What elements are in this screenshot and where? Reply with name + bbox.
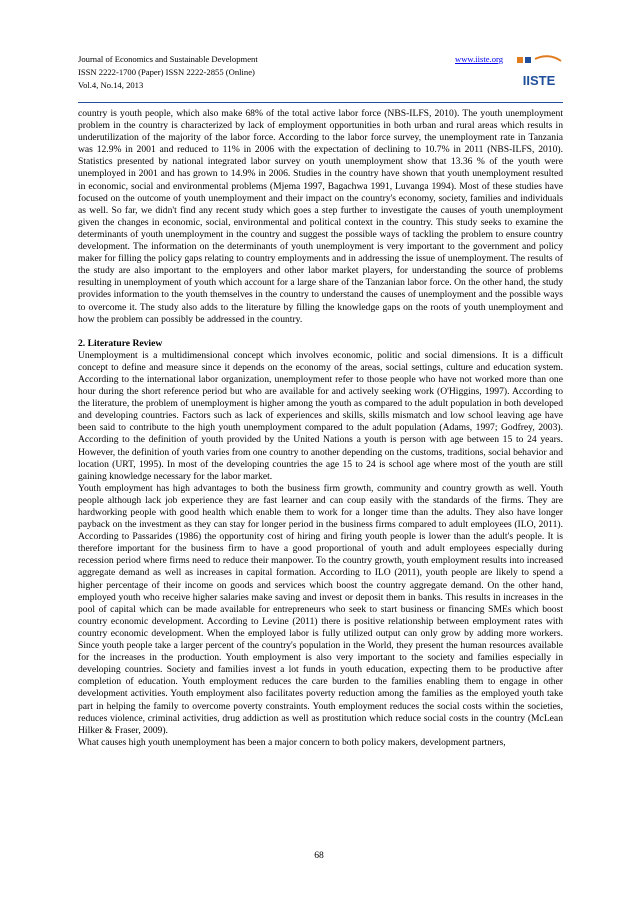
journal-title: Journal of Economics and Sustainable Development <box>78 54 258 64</box>
intro-paragraph: country is youth people, which also make 68% of the total active labor force (NBS-ILFS, 2010). The youth unemployment problem in the country is characterized by lack of employment opportunities in both urban and rural areas which results in underutilization of the majority of the labor force. According to the labor force survey, the unemployment rate in Tanzania was 12.9% in 2001 and reduced to 11% in 2006 with the expectation of declining to 10.7% in 2011 (NBS-ILFS, 2010). Statistics presented by national integrated labor survey on youth unemployment show that 13.36 % of the youth were unemployed in 2001 and has grown to 14.9% in 2006. Studies in the country have shown that youth unemployment resulted in economic, social and environmental problems (Mjema 1997, Bagachwa 1991, Luvanga 1994). Most of these studies have focused on the outcome of youth unemployment and their impact on the country's economy, society, families and individuals as well. So far, we didn't find any recent study which goes a step further to investigate the causes of youth unemployment given the changes in economic, social, environmental and political context in the country. This study seeks to examine the determinants of youth unemployment in the country and suggest the possible ways of tackling the problem to ensure country development. The information on the determinants of youth unemployment is very important to the government and policy maker for filling the policy gaps relating to country employments and in addressing the issue of unemployment. The results of the study are also important to the employers and other labor market players, for understanding the source of problems resulting in unemployment of youth which account for a large share of the Tanzanian labor force. On the other hand, the study provides information to the youth themselves in the country to understand the causes of unemployment and the possible ways to overcome it. The study also adds to the literature by filling the knowledge gaps on the roots of youth unemployment and how the problem can possibly be addressed in the country. <box>78 108 563 325</box>
iiste-logo-icon <box>515 55 563 93</box>
header-rule <box>78 102 563 103</box>
logo-text: IISTE <box>522 73 556 88</box>
literature-paragraph-3: What causes high youth unemployment has been a major concern to both policy makers, development partners, <box>78 736 506 748</box>
page-number: 68 <box>314 850 324 861</box>
journal-url-link[interactable]: www.iiste.org <box>455 54 503 64</box>
section-heading: 2. Literature Review <box>78 337 163 349</box>
literature-paragraph-2: Youth employment has high advantages to both the business firm growth, community and country growth as well. Youth people although lack job experience they are fast learner and can coup easily with the standards of the firms. They are hardworking people with good health which enable them to work for a longer time than the adults. They also have longer payback on the investment as they can stay for longer period in the business firms compared to adult employees (ILO, 2011). According to Passarides (1986) the opportunity cost of hiring and firing youth people is lower than the adult's people. It is therefore important for the business firm to have a good proportional of youth and adult employees especially during recession period where firms need to reduce their manpower. To the country growth, youth employment results into increased aggregate demand as well as increases in capital formation. According to ILO (2011), youth people are likely to spend a higher percentage of their income on goods and services which boost the country aggregate demand. On the other hand, employed youth who receive higher salaries make saving and invest or deposit them in banks. This results in increases in the pool of capital which can be made available for entrepreneurs who seek to start business or financing SMEs which boost country economic development. According to Levine (2011) there is positive relationship between employment rates with country economic development. When the employed labor is fully utilized output can only grow by adding more workers. Since youth people take a larger percent of the country's population in the World, they present the human resources available for the increases in the production. Youth employment is also very important to the society and families especially in developing countries. Society and families invest a lot funds in youth education, expecting them to be productive after completion of education. Youth employment reduces the care burden to the families enabling them to engage in other development activities. Youth employment also facilitates poverty reduction among the families as the employed youth take part in helping the family to overcome poverty constraints. Youth employment reduces the social costs within the societies, reduces violence, criminal activities, drug addiction as well as prostitution which reduce social costs in the country (McLean Hilker & Fraser, 2009). <box>78 482 563 736</box>
article-body <box>78 108 563 848</box>
journal-volume: Vol.4, No.14, 2013 <box>78 80 144 90</box>
journal-issn: ISSN 2222-1700 (Paper) ISSN 2222-2855 (Online) <box>78 67 255 77</box>
section-spacer <box>78 326 563 338</box>
literature-paragraph-1: Unemployment is a multidimensional concept which involves economic, politic and social dimensions. It is a difficult concept to define and measure since it depends on the economy of the areas, social settings, culture and education system. According to the international labor organization, unemployment refer to those people who have not worked more than one hour during the short reference period but who are available for and actively seeking work (O'Higgins, 1997). According to the literature, the problem of unemployment is higher among the youth as compared to the adult population in both developed and developing countries. Factors such as lack of experiences and skills, skills mismatch and low school leaving age have been said to contribute to the high youth unemployment compared to the adult population (Adams, 1997; Godfrey, 2003). According to the definition of youth provided by the United Nations a youth is person with age between 15 to 24 years. However, the definition of youth varies from one country to another depending on the customs, traditions, social behavior and location (URT, 1995). In most of the developing countries the age 15 to 24 is school age where most of the youth are still gaining knowledge necessary for the labor market. <box>78 349 563 482</box>
journal-header <box>78 53 563 101</box>
journal-meta <box>78 53 258 92</box>
